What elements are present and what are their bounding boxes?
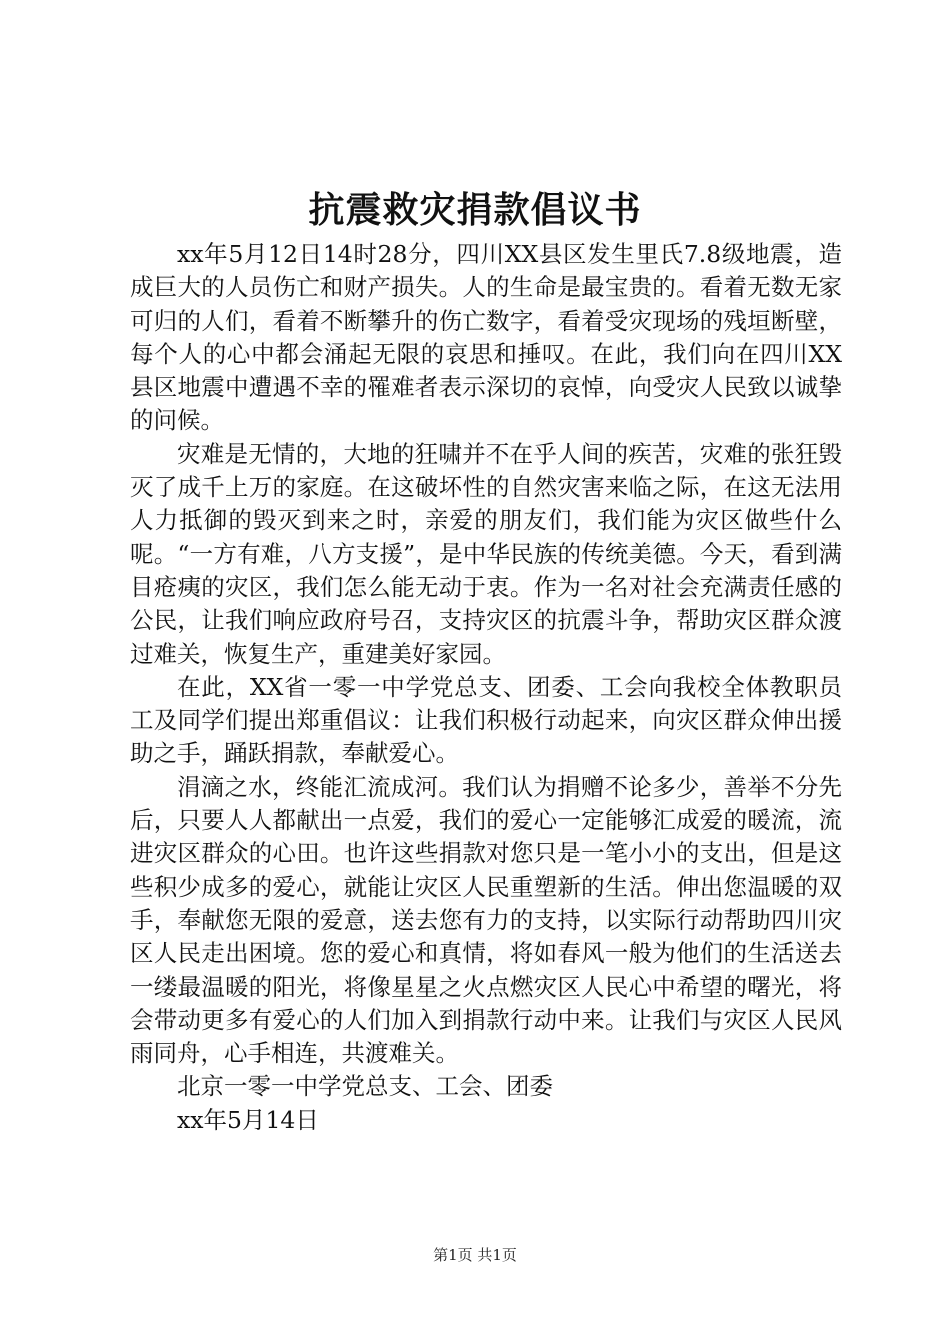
- document-title: 抗震救灾捐款倡议书: [308, 189, 642, 231]
- paragraph-4: 涓滴之水，终能汇流成河。我们认为捐赠不论多少，善举不分先后，只要人人都献出一点爱，我们的爱心一定能够汇成爱的暖流，流进灾区群众的心田。也许这些捐款对您只是一笔小小的支出，但是这些积少成多的爱心，就能让灾区人民重塑新的生活。伸出您温暖的双手，奉献您无限的爱意，送去您有力的支持，以实际行动帮助四川灾区人民走出困境。您的爱心和真情，将如春风一般为他们的生活送去一缕最温暖的阳光，将像星星之火点燃灾区人民心中希望的曙光，将会带动更多有爱心的人们加入到捐款行动中来。让我们与灾区人民风雨同舟，心手相连，共渡难关。: [130, 772, 842, 1068]
- page-footer: 第1页 共1页: [433, 1246, 517, 1264]
- signature: 北京一零一中学党总支、工会、团委: [177, 1072, 553, 1101]
- paragraph-2: 灾难是无情的，大地的狂啸并不在乎人间的疾苦，灾难的张狂毁灭了成千上万的家庭。在这破坏性的自然灾害来临之际，在这无法用人力抵御的毁灭到来之时，亲爱的朋友们，我们能为灾区做些什么呢。“一方有难，八方支援”，是中华民族的传统美德。今天，看到满目疮痍的灾区，我们怎么能无动于衷。作为一名对社会充满责任感的公民，让我们响应政府号召，支持灾区的抗震斗争，帮助灾区群众渡过难关，恢复生产，重建美好家园。: [130, 439, 842, 668]
- document-date: xx年5月14日: [177, 1105, 319, 1134]
- paragraph-3: 在此，XX省一零一中学党总支、团委、工会向我校全体教职员工及同学们提出郑重倡议：让我们积极行动起来，向灾区群众伸出援助之手，踊跃捐款，奉献爱心。: [130, 672, 842, 768]
- document-body: [130, 238, 842, 1137]
- paragraph-1: xx年5月12日14时28分，四川XX县区发生里氏7.8级地震，造成巨大的人员伤亡和财产损失。人的生命是最宝贵的。看着无数无家可归的人们，看着不断攀升的伤亡数字，看着受灾现场的残垣断壁，每个人的心中都会涌起无限的哀思和捶叹。在此，我们向在四川XX县区地震中遭遇不幸的罹难者表示深切的哀悼，向受灾人民致以诚挚的问候。: [130, 240, 842, 435]
